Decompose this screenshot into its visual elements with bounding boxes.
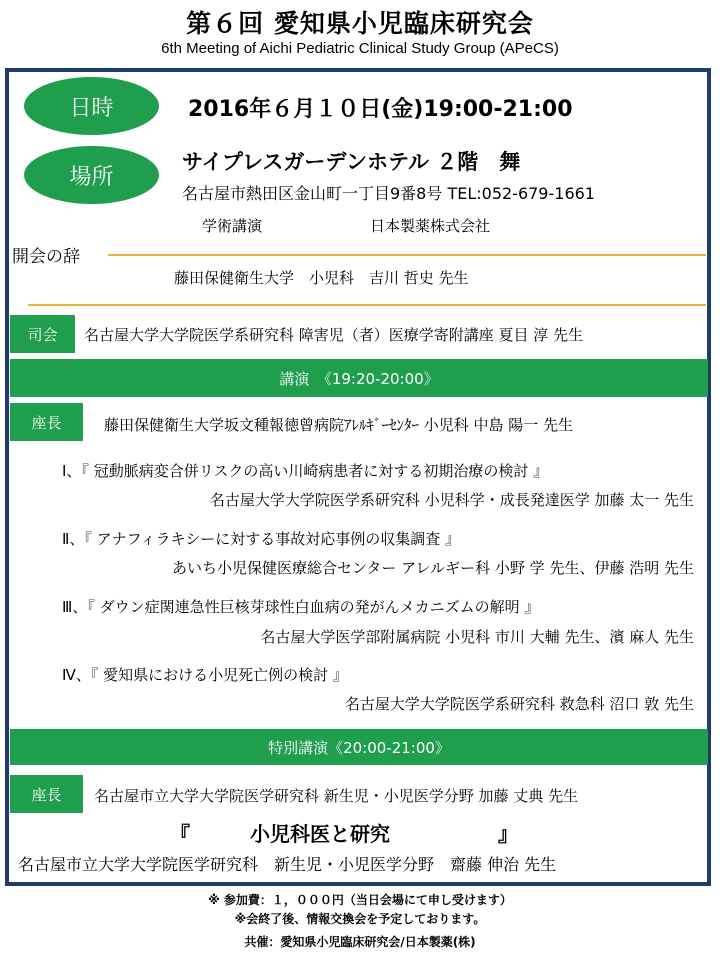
lecture-bar-label: 講演 《19:20-20:00》	[279, 369, 439, 388]
moderator-text: 名古屋大学大学院医学系研究科 障害児（者）医療学寄附講座 夏目 淳 先生	[84, 326, 584, 344]
special-bracket-close: 』	[498, 822, 518, 846]
special-speaker: 名古屋市立大学大学院医学研究科 新生児・小児医学分野 齋藤 伸治 先生	[18, 855, 557, 874]
special-chair-tag	[10, 775, 83, 813]
address: 名古屋市熱田区金山町一丁目9番8号 TEL:052-679-1661	[182, 184, 595, 203]
chair-label: 座長	[31, 413, 62, 432]
special-bracket-open: 『	[170, 822, 190, 846]
lecture-label: 学術講演	[202, 217, 263, 235]
moderator-label: 司会	[27, 325, 58, 344]
special-title: 小児科医と研究	[250, 822, 390, 846]
talk-2-title: Ⅱ、『 アナフィラキシーに対する事故対応事例の収集調査 』	[62, 530, 461, 548]
talk-3-speaker: 名古屋大学医学部附属病院 小児科 市川 大輔 先生、濱 麻人 先生	[260, 628, 694, 646]
chair-text: 藤田保健衛生大学坂文種報徳曾病院ｱﾚﾙｷﾞｰｾﾝﾀｰ 小児科 中島 陽一 先生	[104, 416, 574, 434]
talk-2-speaker: あいち小児保健医療総合センター アレルギー科 小野 学 先生、伊藤 浩明 先生	[171, 559, 694, 577]
lecture-sponsor: 日本製薬株式会社	[370, 217, 491, 235]
divider-bottom	[28, 304, 706, 306]
opening-speaker: 藤田保健衛生大学 小児科 吉川 哲史 先生	[174, 269, 469, 287]
date-label-oval	[24, 77, 159, 135]
opening-label: 開会の辞	[12, 247, 80, 267]
footer-cohost: 共催：愛知県小児臨床研究会/日本製薬(株)	[244, 935, 476, 949]
special-bar-label: 特別講演《20:00-21:00》	[268, 738, 450, 757]
date-value: 2016年６月１０日(金)19:00-21:00	[188, 97, 573, 122]
talk-3-title: Ⅲ、『 ダウン症関連急性巨核芽球性白血病の発がんメカニズムの解明 』	[62, 598, 540, 616]
lecture-bar	[10, 359, 708, 397]
special-chair-text: 名古屋市立大学大学院医学研究科 新生児・小児医学分野 加藤 丈典 先生	[94, 787, 579, 805]
place-value: サイプレスガーデンホテル ２階 舞	[182, 150, 521, 174]
special-bar	[10, 729, 708, 765]
page-subtitle: 6th Meeting of Aichi Pediatric Clinical Study Group (APeCS)	[161, 40, 559, 57]
talk-4-speaker: 名古屋大学大学院医学系研究科 救急科 沼口 敦 先生	[344, 695, 694, 713]
divider-top	[108, 254, 706, 256]
talk-1-title: Ⅰ、『 冠動脈病変合併リスクの高い川崎病患者に対する初期治療の検討 』	[62, 462, 549, 480]
footer-fee: ※ 参加費：１，０００円（当日会場にて申し受けます）	[208, 893, 512, 907]
place-label: 場所	[69, 164, 114, 190]
place-label-oval	[24, 146, 159, 204]
chair-tag	[10, 403, 83, 441]
moderator-tag	[10, 315, 75, 353]
talk-1-speaker: 名古屋大学大学院医学系研究科 小児科学・成長発達医学 加藤 太一 先生	[209, 491, 694, 509]
special-chair-label: 座長	[31, 785, 62, 804]
page-title: 第６回 愛知県小児臨床研究会	[186, 9, 534, 38]
footer-note: ※会終了後、情報交換会を予定しております。	[234, 912, 486, 926]
date-label: 日時	[69, 95, 114, 121]
talk-4-title: Ⅳ、『 愛知県における小児死亡例の検討 』	[62, 666, 348, 684]
